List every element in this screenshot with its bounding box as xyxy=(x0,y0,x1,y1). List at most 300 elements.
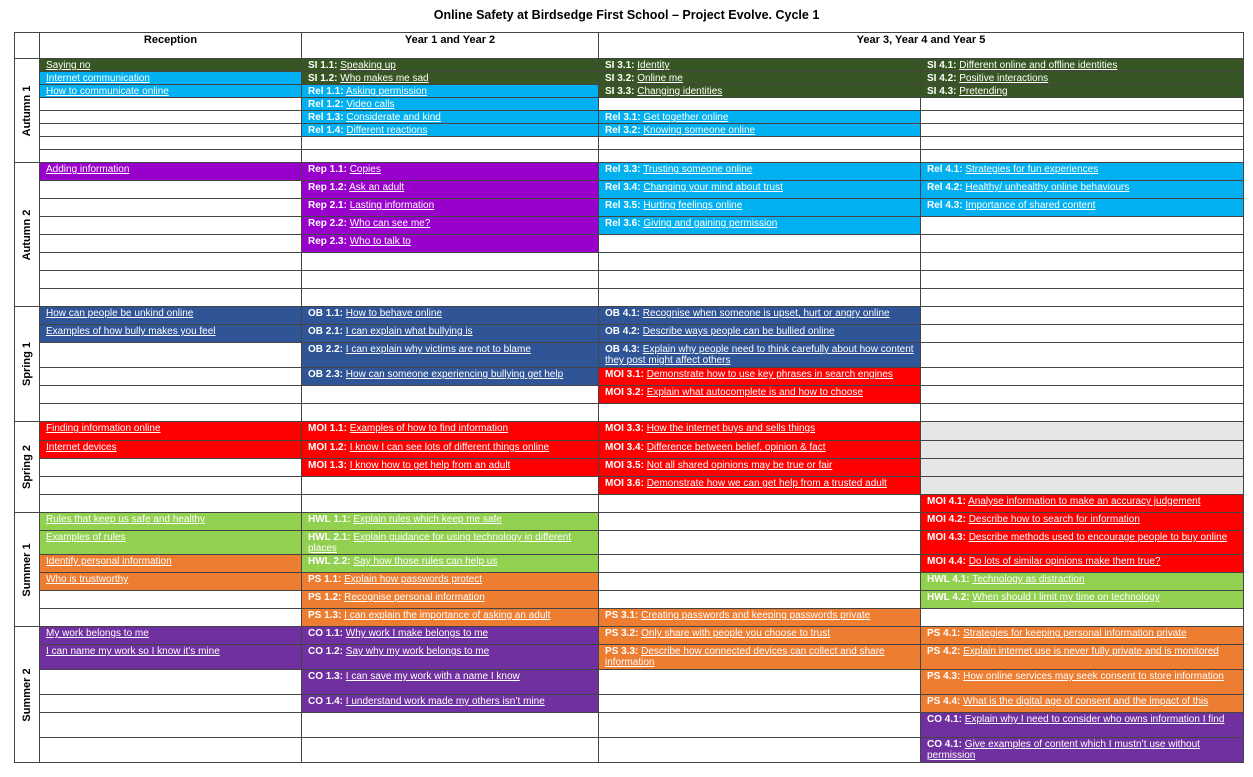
lesson-cell[interactable] xyxy=(599,217,921,235)
lesson-code: SI 1.1: xyxy=(308,60,338,71)
lesson-cell[interactable] xyxy=(302,72,599,85)
lesson-link[interactable]: Rules that keep us safe and healthy xyxy=(46,514,205,525)
lesson-link[interactable]: Explain rules which keep me safe xyxy=(353,514,502,525)
lesson-cell[interactable] xyxy=(302,111,599,124)
lesson-code: Rep 1.1: xyxy=(308,164,347,175)
lesson-code: SI 4.3: xyxy=(927,86,957,97)
lesson-code: MOI 3.1: xyxy=(605,369,644,380)
lesson-cell[interactable] xyxy=(40,645,302,670)
lesson-link[interactable]: I can explain what bullying is xyxy=(345,326,473,337)
lesson-cell xyxy=(40,343,302,368)
lesson-link[interactable]: Creating passwords and keeping passwords private xyxy=(641,610,871,621)
lesson-link[interactable]: Changing your mind about trust xyxy=(643,182,783,193)
lesson-cell xyxy=(40,738,302,763)
lesson-code: OB 1.1: xyxy=(308,308,344,319)
lesson-cell xyxy=(302,495,599,513)
lesson-link[interactable]: Ask an adult xyxy=(349,182,405,193)
lesson-cell xyxy=(302,271,599,289)
lesson-code: CO 1.4: xyxy=(308,696,344,707)
lesson-code: Rep 2.1: xyxy=(308,200,347,211)
lesson-cell xyxy=(599,695,921,713)
lesson-cell xyxy=(921,217,1244,235)
lesson-cell[interactable] xyxy=(302,85,599,98)
lesson-cell[interactable] xyxy=(302,609,599,627)
lesson-code: PS 3.2: xyxy=(605,628,639,639)
lesson-link[interactable]: How to behave online xyxy=(345,308,442,319)
lesson-cell[interactable] xyxy=(921,627,1244,645)
lesson-cell[interactable] xyxy=(40,441,302,459)
header-corner xyxy=(14,32,40,59)
lesson-cell[interactable] xyxy=(302,235,599,253)
lesson-code: HWL 4.1: xyxy=(927,574,970,585)
lesson-cell xyxy=(921,368,1244,386)
lesson-cell[interactable] xyxy=(40,627,302,645)
lesson-code: PS 4.3: xyxy=(927,671,961,682)
lesson-cell xyxy=(302,713,599,738)
lesson-code: PS 4.2: xyxy=(927,646,961,657)
lesson-code: PS 3.3: xyxy=(605,646,639,657)
lesson-cell[interactable] xyxy=(302,325,599,343)
lesson-code: HWL 2.2: xyxy=(308,556,351,567)
term-label: Autumn 2 xyxy=(20,209,33,260)
lesson-code: Rel 3.2: xyxy=(605,125,641,136)
lesson-link[interactable]: Do lots of similar opinions make them true? xyxy=(968,556,1161,567)
lesson-cell[interactable] xyxy=(302,670,599,695)
lesson-code: PS 4.4: xyxy=(927,696,961,707)
lesson-code: Rel 4.1: xyxy=(927,164,963,175)
curriculum-table xyxy=(14,32,1244,762)
lesson-link[interactable]: Who can see me? xyxy=(349,218,431,229)
lesson-code: HWL 4.2: xyxy=(927,592,970,603)
lesson-cell xyxy=(40,404,302,422)
lesson-link[interactable]: Giving and gaining permission xyxy=(643,218,778,229)
lesson-link[interactable]: Explain why I need to consider who owns information I find xyxy=(964,714,1225,725)
lesson-link[interactable]: I know I can see lots of different things online xyxy=(349,442,550,453)
lesson-code: CO 1.1: xyxy=(308,628,344,639)
lesson-link[interactable]: I can save my work with a name I know xyxy=(345,671,520,682)
lesson-cell xyxy=(921,441,1244,459)
lesson-cell[interactable] xyxy=(921,199,1244,217)
lesson-link[interactable]: Finding information online xyxy=(46,423,161,434)
lesson-cell[interactable] xyxy=(599,72,921,85)
lesson-code: MOI 3.5: xyxy=(605,460,644,471)
lesson-cell xyxy=(599,253,921,271)
column-header: Year 3, Year 4 and Year 5 xyxy=(599,32,1244,59)
lesson-link[interactable]: Saying no xyxy=(46,60,91,71)
lesson-cell[interactable] xyxy=(599,343,921,368)
lesson-cell xyxy=(921,609,1244,627)
lesson-link[interactable]: Demonstrate how to use key phrases in search engines xyxy=(646,369,893,380)
lesson-code: Rel 1.3: xyxy=(308,112,344,123)
lesson-code: CO 1.3: xyxy=(308,671,344,682)
lesson-cell[interactable] xyxy=(302,422,599,441)
column-header: Year 1 and Year 2 xyxy=(302,32,599,59)
lesson-code: PS 1.2: xyxy=(308,592,342,603)
lesson-code: SI 3.3: xyxy=(605,86,635,97)
lesson-cell[interactable] xyxy=(921,59,1244,72)
lesson-link[interactable]: Explain how passwords protect xyxy=(344,574,482,585)
lesson-cell[interactable] xyxy=(302,163,599,181)
lesson-cell[interactable] xyxy=(921,181,1244,199)
lesson-link[interactable]: Analyse information to make an accuracy judgement xyxy=(968,496,1201,507)
lesson-code: CO 1.2: xyxy=(308,646,344,657)
lesson-link[interactable]: I can explain why victims are not to blame xyxy=(345,344,531,355)
lesson-cell xyxy=(40,124,302,137)
lesson-cell xyxy=(40,386,302,404)
lesson-link[interactable]: Speaking up xyxy=(340,60,396,71)
lesson-link[interactable]: Identify personal information xyxy=(46,556,172,567)
lesson-cell[interactable] xyxy=(302,645,599,670)
lesson-cell xyxy=(40,271,302,289)
column-header: Reception xyxy=(40,32,302,59)
lesson-link[interactable]: What is the digital age of consent and the impact of this xyxy=(963,696,1209,707)
lesson-cell xyxy=(40,217,302,235)
lesson-cell[interactable] xyxy=(302,531,599,555)
lesson-link[interactable]: Adding information xyxy=(46,164,130,175)
lesson-code: HWL 1.1: xyxy=(308,514,351,525)
lesson-cell[interactable] xyxy=(599,85,921,98)
lesson-code: Rel 1.1: xyxy=(308,86,344,97)
lesson-cell xyxy=(921,111,1244,124)
lesson-code: MOI 1.1: xyxy=(308,423,347,434)
lesson-link[interactable]: Pretending xyxy=(959,86,1008,97)
lesson-cell xyxy=(599,531,921,555)
lesson-cell[interactable] xyxy=(599,441,921,459)
lesson-link[interactable]: Hurting feelings online xyxy=(643,200,743,211)
lesson-cell xyxy=(599,404,921,422)
lesson-cell xyxy=(599,591,921,609)
lesson-link[interactable]: Why work I make belongs to me xyxy=(345,628,489,639)
lesson-cell xyxy=(599,495,921,513)
lesson-link[interactable]: I understand work made my others isn’t mine xyxy=(345,696,545,707)
lesson-cell[interactable] xyxy=(921,72,1244,85)
term-label: Autumn 1 xyxy=(20,85,33,136)
lesson-cell xyxy=(599,513,921,531)
lesson-link[interactable]: Video calls xyxy=(346,99,395,110)
lesson-link[interactable]: Knowing someone online xyxy=(643,125,756,136)
lesson-link[interactable]: Examples of how to find information xyxy=(349,423,509,434)
lesson-cell xyxy=(599,573,921,591)
lesson-cell[interactable] xyxy=(599,477,921,495)
lesson-cell xyxy=(40,495,302,513)
lesson-cell xyxy=(599,235,921,253)
lesson-cell xyxy=(921,307,1244,325)
lesson-cell[interactable] xyxy=(302,181,599,199)
lesson-cell[interactable] xyxy=(921,645,1244,670)
lesson-link[interactable]: Explain internet use is never fully private and is monitored xyxy=(963,646,1219,657)
lesson-link[interactable]: Examples of how bully makes you feel xyxy=(46,326,216,337)
lesson-cell[interactable] xyxy=(40,555,302,573)
lesson-cell[interactable] xyxy=(599,307,921,325)
lesson-cell[interactable] xyxy=(599,422,921,441)
lesson-link[interactable]: Lasting information xyxy=(349,200,435,211)
lesson-cell[interactable] xyxy=(599,325,921,343)
lesson-link[interactable]: Copies xyxy=(349,164,381,175)
lesson-link[interactable]: Who is trustworthy xyxy=(46,574,129,585)
lesson-cell[interactable] xyxy=(599,163,921,181)
lesson-cell[interactable] xyxy=(40,513,302,531)
lesson-code: MOI 3.6: xyxy=(605,478,644,489)
lesson-cell xyxy=(921,404,1244,422)
lesson-link[interactable]: Only share with people you choose to trust xyxy=(641,628,831,639)
lesson-cell[interactable] xyxy=(599,368,921,386)
lesson-code: SI 3.2: xyxy=(605,73,635,84)
lesson-link[interactable]: I can name my work so I know it’s mine xyxy=(46,646,220,657)
lesson-link[interactable]: When should I limit my time on technology xyxy=(972,592,1160,603)
lesson-code: CO 4.1: xyxy=(927,739,963,750)
lesson-cell xyxy=(40,289,302,307)
lesson-cell[interactable] xyxy=(40,325,302,343)
lesson-link[interactable]: Examples of rules xyxy=(46,532,126,543)
lesson-link[interactable]: Say why my work belongs to me xyxy=(345,646,490,657)
lesson-link[interactable]: Describe how connected devices can collect and share information xyxy=(605,646,885,668)
lesson-cell[interactable] xyxy=(40,422,302,441)
lesson-cell xyxy=(40,713,302,738)
lesson-cell[interactable] xyxy=(302,591,599,609)
lesson-link[interactable]: Demonstrate how we can get help from a trusted adult xyxy=(646,478,887,489)
lesson-cell xyxy=(40,235,302,253)
lesson-link[interactable]: Describe methods used to encourage people to buy online xyxy=(968,532,1228,543)
lesson-cell[interactable] xyxy=(599,459,921,477)
lesson-link[interactable]: How the internet buys and sells things xyxy=(646,423,816,434)
lesson-cell xyxy=(921,459,1244,477)
term-label: Spring 1 xyxy=(20,341,33,387)
lesson-cell xyxy=(40,695,302,713)
lesson-cell[interactable] xyxy=(302,199,599,217)
lesson-cell xyxy=(921,343,1244,368)
lesson-cell xyxy=(302,738,599,763)
lesson-cell xyxy=(40,111,302,124)
lesson-cell[interactable] xyxy=(921,495,1244,513)
lesson-code: MOI 3.2: xyxy=(605,387,644,398)
term-label-cell xyxy=(14,307,40,422)
lesson-cell[interactable] xyxy=(40,531,302,555)
lesson-cell[interactable] xyxy=(302,555,599,573)
lesson-cell[interactable] xyxy=(302,368,599,386)
lesson-code: Rel 3.6: xyxy=(605,218,641,229)
lesson-cell xyxy=(599,555,921,573)
lesson-cell[interactable] xyxy=(40,573,302,591)
lesson-link[interactable]: I know how to get help from an adult xyxy=(349,460,511,471)
lesson-code: MOI 1.2: xyxy=(308,442,347,453)
lesson-cell[interactable] xyxy=(921,573,1244,591)
lesson-code: Rel 4.3: xyxy=(927,200,963,211)
lesson-cell[interactable] xyxy=(921,163,1244,181)
lesson-cell xyxy=(40,98,302,111)
lesson-cell xyxy=(40,459,302,477)
lesson-code: Rel 1.4: xyxy=(308,125,344,136)
lesson-code: Rel 3.3: xyxy=(605,164,641,175)
lesson-cell xyxy=(921,325,1244,343)
lesson-link[interactable]: Describe ways people can be bullied online xyxy=(642,326,835,337)
term-label: Summer 2 xyxy=(20,667,33,722)
lesson-cell[interactable] xyxy=(599,111,921,124)
lesson-link[interactable]: Say how those rules can help us xyxy=(353,556,498,567)
lesson-code: Rel 3.4: xyxy=(605,182,641,193)
lesson-link[interactable]: How online services may seek consent to store information xyxy=(963,671,1224,682)
lesson-code: MOI 4.4: xyxy=(927,556,966,567)
lesson-code: MOI 3.4: xyxy=(605,442,644,453)
term-label: Summer 1 xyxy=(20,542,33,597)
lesson-cell xyxy=(921,477,1244,495)
lesson-cell xyxy=(921,386,1244,404)
lesson-cell xyxy=(921,235,1244,253)
lesson-link[interactable]: Explain why people need to think carefully about how content they post might affect others xyxy=(605,344,914,366)
lesson-cell[interactable] xyxy=(921,713,1244,738)
lesson-code: OB 2.3: xyxy=(308,369,344,380)
lesson-cell[interactable] xyxy=(302,217,599,235)
lesson-link[interactable]: Who makes me sad xyxy=(340,73,429,84)
lesson-link[interactable]: Difference between belief, opinion & fact xyxy=(646,442,826,453)
lesson-cell xyxy=(40,199,302,217)
lesson-code: PS 1.1: xyxy=(308,574,342,585)
lesson-cell xyxy=(302,477,599,495)
lesson-cell[interactable] xyxy=(40,163,302,181)
lesson-code: Rel 3.1: xyxy=(605,112,641,123)
lesson-code: MOI 1.3: xyxy=(308,460,347,471)
lesson-cell xyxy=(921,289,1244,307)
lesson-cell[interactable] xyxy=(599,59,921,72)
lesson-cell[interactable] xyxy=(302,459,599,477)
lesson-link[interactable]: Trusting someone online xyxy=(643,164,753,175)
lesson-link[interactable]: Healthy/ unhealthy online behaviours xyxy=(965,182,1130,193)
lesson-link[interactable]: Importance of shared content xyxy=(965,200,1096,211)
lesson-link[interactable]: Identity xyxy=(637,60,670,71)
lesson-cell[interactable] xyxy=(921,85,1244,98)
lesson-code: SI 4.2: xyxy=(927,73,957,84)
lesson-cell xyxy=(921,253,1244,271)
page-title: Online Safety at Birdsedge First School – Project Evolve. Cycle 1 xyxy=(433,8,820,22)
lesson-link[interactable]: Who to talk to xyxy=(349,236,411,247)
term-label: Spring 2 xyxy=(20,444,33,490)
lesson-cell[interactable] xyxy=(40,85,302,98)
lesson-cell[interactable] xyxy=(599,386,921,404)
lesson-link[interactable]: Strategies for fun experiences xyxy=(965,164,1099,175)
lesson-link[interactable]: Internet devices xyxy=(46,442,117,453)
lesson-cell[interactable] xyxy=(302,98,599,111)
lesson-code: OB 2.2: xyxy=(308,344,344,355)
lesson-cell[interactable] xyxy=(921,555,1244,573)
lesson-cell[interactable] xyxy=(40,307,302,325)
lesson-code: PS 1.3: xyxy=(308,610,342,621)
lesson-cell[interactable] xyxy=(921,695,1244,713)
term-label-cell xyxy=(14,163,40,307)
term-label-cell xyxy=(14,59,40,163)
lesson-cell[interactable] xyxy=(40,59,302,72)
lesson-code: OB 4.2: xyxy=(605,326,641,337)
lesson-cell[interactable] xyxy=(302,441,599,459)
lesson-cell xyxy=(302,386,599,404)
lesson-link[interactable]: Internet communication xyxy=(46,73,150,84)
lesson-cell[interactable] xyxy=(921,738,1244,763)
lesson-cell xyxy=(40,477,302,495)
lesson-link[interactable]: How can someone experiencing bullying get help xyxy=(345,369,564,380)
lesson-cell[interactable] xyxy=(302,307,599,325)
lesson-code: SI 3.1: xyxy=(605,60,635,71)
lesson-link[interactable]: Explain guidance for using technology in different places xyxy=(308,532,572,554)
lesson-cell xyxy=(599,289,921,307)
lesson-cell[interactable] xyxy=(302,124,599,137)
lesson-cell[interactable] xyxy=(302,695,599,713)
lesson-link[interactable]: Online me xyxy=(637,73,683,84)
lesson-link[interactable]: Not all shared opinions may be true or fair xyxy=(646,460,833,471)
lesson-code: Rel 3.5: xyxy=(605,200,641,211)
lesson-cell[interactable] xyxy=(302,513,599,531)
lesson-cell xyxy=(302,150,599,163)
lesson-cell xyxy=(599,670,921,695)
lesson-code: OB 4.3: xyxy=(605,344,641,355)
lesson-link[interactable]: Get together online xyxy=(643,112,729,123)
lesson-link[interactable]: My work belongs to me xyxy=(46,628,149,639)
lesson-cell[interactable] xyxy=(302,59,599,72)
term-label-cell xyxy=(14,513,40,627)
lesson-code: SI 1.2: xyxy=(308,73,338,84)
lesson-code: CO 4.1: xyxy=(927,714,963,725)
lesson-code: Rel 1.2: xyxy=(308,99,344,110)
lesson-cell xyxy=(40,253,302,271)
lesson-code: PS 3.1: xyxy=(605,610,639,621)
term-label-cell xyxy=(14,627,40,763)
lesson-cell[interactable] xyxy=(921,591,1244,609)
lesson-cell[interactable] xyxy=(599,124,921,137)
lesson-cell[interactable] xyxy=(599,181,921,199)
lesson-cell[interactable] xyxy=(599,627,921,645)
lesson-link[interactable]: Considerate and kind xyxy=(346,112,441,123)
lesson-cell[interactable] xyxy=(40,72,302,85)
lesson-link[interactable]: Recognise personal information xyxy=(344,592,485,603)
lesson-cell xyxy=(921,137,1244,150)
lesson-link[interactable]: Changing identities xyxy=(637,86,723,97)
lesson-link[interactable]: I can explain the importance of asking an adult xyxy=(344,610,551,621)
lesson-link[interactable]: How can people be unkind online xyxy=(46,308,194,319)
lesson-cell[interactable] xyxy=(921,670,1244,695)
lesson-cell xyxy=(599,271,921,289)
lesson-cell[interactable] xyxy=(302,573,599,591)
lesson-link[interactable]: How to communicate online xyxy=(46,86,169,97)
lesson-link[interactable]: Strategies for keeping personal information private xyxy=(963,628,1187,639)
lesson-cell[interactable] xyxy=(302,627,599,645)
lesson-cell[interactable] xyxy=(599,609,921,627)
lesson-code: Rep 1.2: xyxy=(308,182,347,193)
lesson-cell[interactable] xyxy=(599,645,921,670)
lesson-link[interactable]: Explain what autocomplete is and how to choose xyxy=(646,387,863,398)
lesson-cell[interactable] xyxy=(921,531,1244,555)
lesson-cell xyxy=(921,150,1244,163)
lesson-cell xyxy=(599,713,921,738)
lesson-code: MOI 4.3: xyxy=(927,532,966,543)
lesson-link[interactable]: Technology as distraction xyxy=(972,574,1085,585)
term-label-cell xyxy=(14,422,40,513)
lesson-code: SI 4.1: xyxy=(927,60,957,71)
lesson-cell[interactable] xyxy=(302,343,599,368)
lesson-link[interactable]: Recognise when someone is upset, hurt or angry online xyxy=(642,308,890,319)
lesson-code: PS 4.1: xyxy=(927,628,961,639)
lesson-cell xyxy=(921,124,1244,137)
lesson-link[interactable]: Describe how to search for information xyxy=(968,514,1140,525)
lesson-cell xyxy=(40,670,302,695)
lesson-link[interactable]: Positive interactions xyxy=(959,73,1049,84)
lesson-code: Rel 4.2: xyxy=(927,182,963,193)
lesson-cell[interactable] xyxy=(921,513,1244,531)
lesson-link[interactable]: Different online and offline identities xyxy=(959,60,1118,71)
lesson-cell[interactable] xyxy=(599,199,921,217)
lesson-cell xyxy=(921,271,1244,289)
lesson-cell xyxy=(302,253,599,271)
lesson-link[interactable]: Asking permission xyxy=(345,86,427,97)
lesson-link[interactable]: Different reactions xyxy=(346,125,428,136)
lesson-link[interactable]: Give examples of content which I mustn’t use without permission xyxy=(927,739,1200,761)
lesson-cell xyxy=(40,150,302,163)
